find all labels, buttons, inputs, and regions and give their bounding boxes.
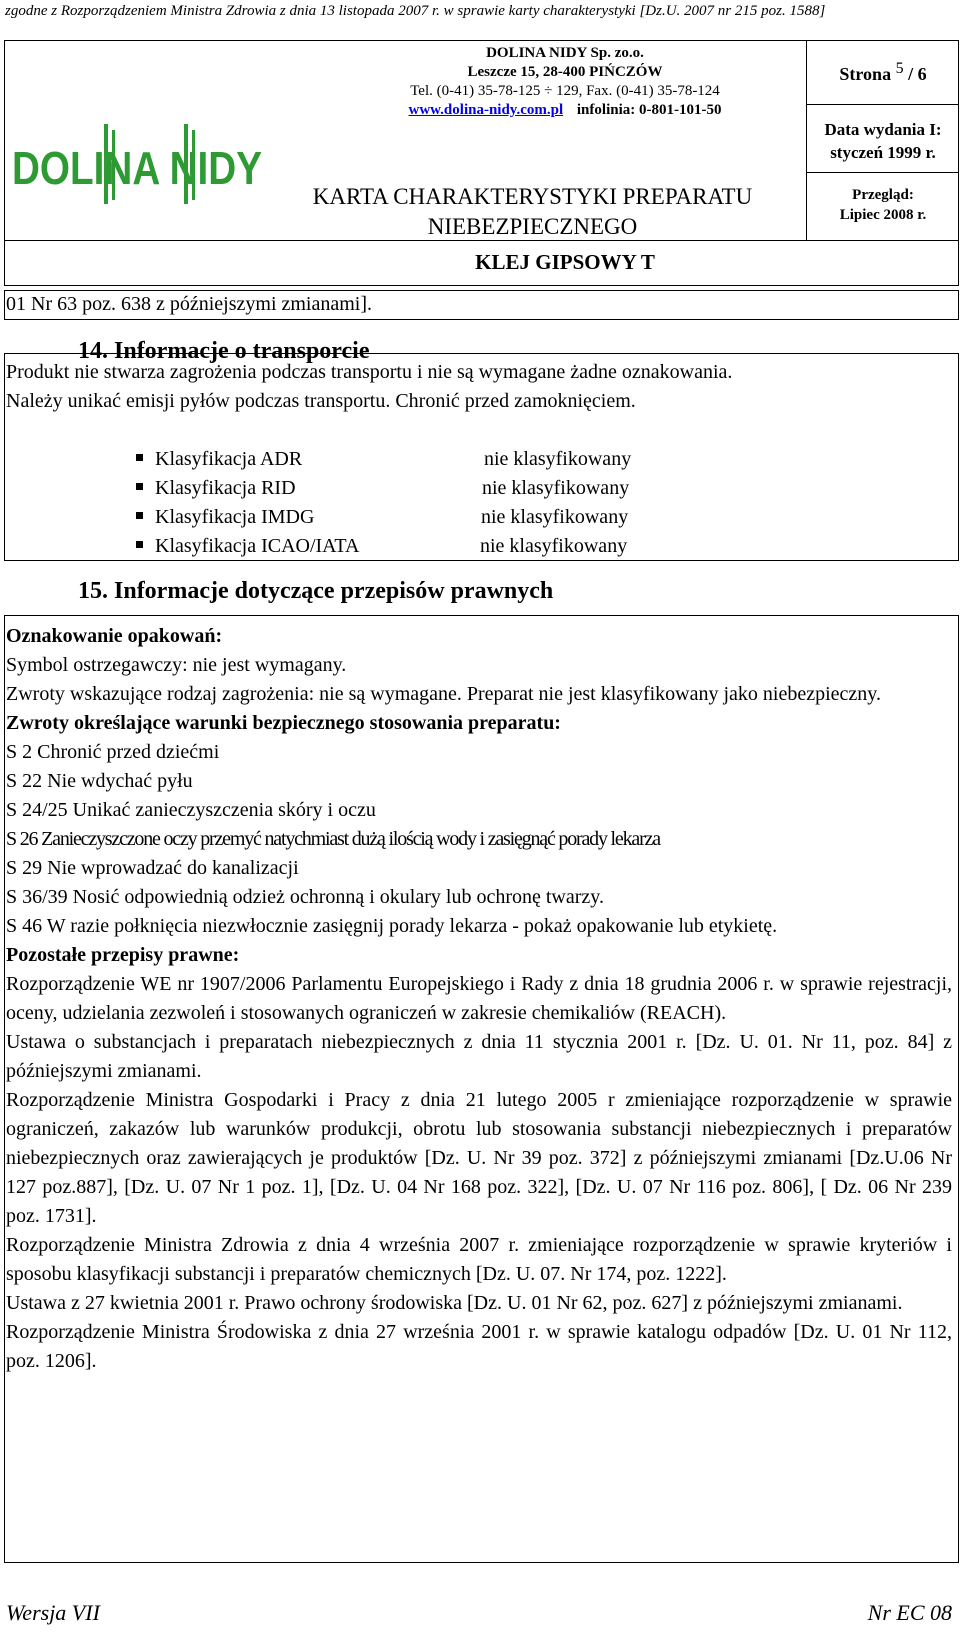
regulation-item: Rozporządzenie WE nr 1907/2006 Parlamentu Europejskiego i Rady z dnia 18 grudnia 2006 r. w sprawie rejestracji, oceny, udzielania zezwoleń i stosowanych ograniczeń w zakresie chemikaliów (REACH). [6, 973, 952, 1024]
s-phrase: S 2 Chronić przed dziećmi [6, 741, 220, 763]
header-divider-page [806, 104, 959, 105]
document-title [255, 182, 810, 242]
page-total: / 6 [908, 64, 927, 84]
footer-version: Wersja VII [6, 1600, 100, 1625]
transport-item: Klasyfikacja ADR [136, 445, 302, 474]
logo-wordmark: DOLINA NIDY [12, 142, 262, 194]
issue-label: Data wydania I: [824, 120, 942, 139]
page-label: Strona [839, 64, 892, 84]
s-phrase: S 29 Nie wprowadzać do kanalizacji [6, 857, 299, 879]
s-phrase: S 36/39 Nosić odpowiednią odzież ochronną i okulary lub ochronę twarzy. [6, 886, 604, 908]
overflow-line: 01 Nr 63 poz. 638 z późniejszymi zmianami]. [6, 293, 373, 315]
review-date-block [808, 185, 958, 225]
page-number: 5 [895, 60, 904, 77]
company-info [330, 44, 800, 120]
review-label: Przegląd: [852, 187, 914, 203]
company-logo [12, 124, 262, 204]
document-title-line2: NIEBEZPIECZNEGO [427, 214, 638, 239]
issue-date-block [808, 118, 958, 164]
infoline: infolinia: 0-801-101-50 [576, 102, 722, 118]
header-divider-issue [806, 172, 959, 173]
s-phrase: S 22 Nie wdychać pyłu [6, 770, 193, 792]
page-indicator [808, 60, 958, 85]
company-web-line [330, 101, 800, 120]
regulation-item: Rozporządzenie Ministra Zdrowia z dnia 4 września 2007 r. zmieniające rozporządzenie w sprawie kryteriów i sposobu klasyfikacji substancji i preparatów chemicznych [Dz. U. 07. Nr 174, poz. 1222]. [6, 1234, 952, 1285]
regulation-banner: zgodne z Rozporządzeniem Ministra Zdrowia z dnia 13 listopada 2007 r. w sprawie karty charakterystyki [Dz.U. 2007 nr 215 poz. 1588] [5, 3, 826, 19]
footer-code: Nr EC 08 [867, 1600, 952, 1625]
transport-item: Klasyfikacja ICAO/IATA [136, 532, 359, 561]
section-14-title: 14. Informacje o transporcie [78, 338, 370, 364]
document-title-line1: KARTA CHARAKTERYSTYKI PREPARATU [312, 184, 753, 209]
s-phrase: S 24/25 Unikać zanieczyszczenia skóry i oczu [6, 799, 376, 821]
company-name: DOLINA NIDY Sp. zo.o. [486, 45, 644, 61]
company-phone: Tel. (0-41) 35-78-125 ÷ 129, Fax. (0-41) 35-78-124 [410, 83, 720, 99]
regulation-item: Ustawa o substancjach i preparatach niebezpiecznych z dnia 11 stycznia 2001 r. [Dz. U. 01. Nr 11, poz. 84] z późniejszymi zmianami. [6, 1031, 952, 1082]
symbol-line: Symbol ostrzegawczy: nie jest wymagany. [6, 654, 347, 676]
transport-paragraph-1: Produkt nie stwarza zagrożenia podczas transportu i nie są wymagane żadne oznakowania. [6, 361, 733, 383]
bullet-icon [136, 541, 143, 548]
regulation-item: Ustawa z 27 kwietnia 2001 r. Prawo ochrony środowiska [Dz. U. 01 Nr 62, poz. 627] z późniejszymi zmianami. [6, 1292, 903, 1314]
transport-item-value: nie klasyfikowany [482, 477, 630, 499]
transport-item: Klasyfikacja IMDG [136, 503, 314, 532]
company-address: Leszcze 15, 28-400 PIŃCZÓW [467, 64, 663, 80]
section-15-title: 15. Informacje dotyczące przepisów prawnych [78, 578, 554, 604]
issue-date: styczeń 1999 r. [830, 143, 936, 162]
regulation-item: Rozporządzenie Ministra Gospodarki i Pracy z dnia 21 lutego 2005 r zmieniające rozporządzenie w sprawie ograniczeń, zakazów lub warunków produkcji, obrotu lub stosowania substancji niebezpiecznych i preparatów niebezpiecznych oraz zawierających je produktów [Dz. U. Nr 39 poz. 372] z późniejszymi zmianami [Dz.U.06 Nr 127 poz.887], [Dz. U. 07 Nr 1 poz. 1], [Dz. U. 04 Nr 168 poz. 322], [Dz. U. 07 Nr 116 poz. 806], [ Dz. 06 Nr 239 poz. 1731]. [6, 1089, 952, 1227]
bullet-icon [136, 512, 143, 519]
product-name: KLEJ GIPSOWY T [475, 250, 655, 274]
hazard-line: Zwroty wskazujące rodzaj zagrożenia: nie są wymagane. Preparat nie jest klasyfikowany jako niebezpieczny. [6, 683, 881, 705]
section-15-body [6, 622, 952, 1376]
transport-item-value: nie klasyfikowany [480, 535, 628, 557]
website-link[interactable]: www.dolina-nidy.com.pl [408, 102, 564, 118]
bullet-icon [136, 454, 143, 461]
section-14-body [6, 358, 956, 416]
regulation-item: Rozporządzenie Ministra Środowiska z dnia 27 września 2001 r. w sprawie katalogu odpadów [Dz. U. 01 Nr 112, poz. 1206]. [6, 1321, 952, 1372]
other-regulations-heading: Pozostałe przepisy prawne: [6, 944, 240, 966]
transport-item: Klasyfikacja RID [136, 474, 296, 503]
labeling-heading: Oznakowanie opakowań: [6, 625, 223, 647]
transport-paragraph-2: Należy unikać emisji pyłów podczas transportu. Chronić przed zamoknięciem. [6, 390, 636, 412]
transport-item-value: nie klasyfikowany [484, 448, 632, 470]
bullet-icon [136, 483, 143, 490]
safety-heading: Zwroty określające warunki bezpiecznego stosowania preparatu: [6, 712, 561, 734]
transport-item-value: nie klasyfikowany [481, 506, 629, 528]
s-phrase: S 26 Zanieczyszczone oczy przemyć natychmiast dużą ilością wody i zasięgnąć porady lekarza [6, 828, 660, 850]
s-phrase: S 46 W razie połknięcia niezwłocznie zasięgnij porady lekarza - pokaż opakowanie lub etykietę. [6, 915, 778, 937]
review-date: Lipiec 2008 r. [839, 207, 927, 223]
